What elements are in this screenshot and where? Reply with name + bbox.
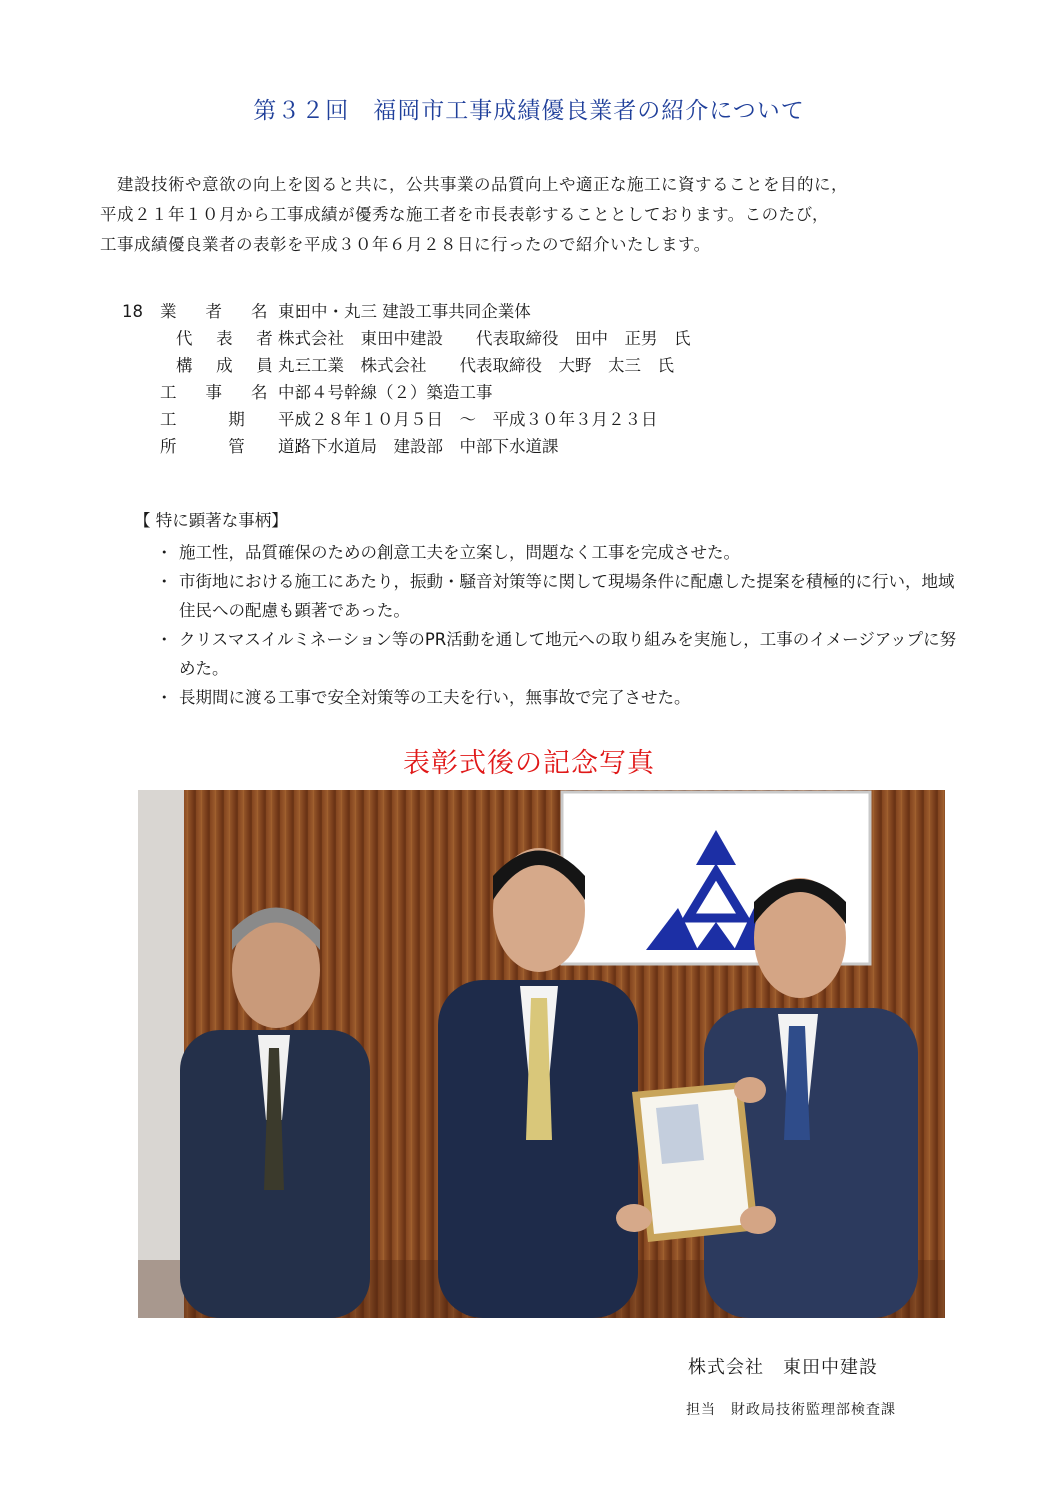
notable-item [134,625,969,683]
intro-line: 工事成績優良業者の表彰を平成３０年６月２８日に行ったので紹介いたします。 [100,235,711,254]
info-label: 所管: [160,437,302,456]
info-label: 業者名: [160,302,302,321]
info-label: 構成員: [176,356,302,375]
info-label: 工期: [160,410,302,429]
bullet: ・ [156,543,173,562]
intro-line: 建設技術や意欲の向上を図ると共に，公共事業の品質向上や適正な施工に資することを目的に， [100,175,848,194]
entry-number: 18 [122,302,143,321]
info-value: 中部４号幹線（２）築造工事 [278,383,493,402]
info-label: 工事名: [160,383,302,402]
photo-illustration [138,790,945,1318]
info-label: 代表者: [176,329,302,348]
bullet: ・ [156,572,173,591]
intro-line: 平成２１年１０月から工事成績が優秀な施工者を市長表彰することとしております。このたび， [100,205,830,224]
page-title: 第３２回 福岡市工事成績優良業者の紹介について [253,98,805,124]
notable-item [134,567,969,625]
info-value: 株式会社 東田中建設 代表取締役 田中 正男 氏 [278,329,691,348]
notable-text: クリスマスイルミネーション等のPR活動を通して地元への取り組みを実施し，工事のイメージアップに努めた。 [179,630,957,678]
wall-panel [138,790,184,1318]
company-name: 株式会社 東田中建設 [688,1357,878,1378]
notable-text: 施工性，品質確保のための創意工夫を立案し，問題なく工事を完成させた。 [179,543,740,562]
info-value: 道路下水道局 建設部 中部下水道課 [278,437,559,456]
info-value: 東田中・丸三 建設工事共同企業体 [278,302,531,321]
info-value: 丸三工業 株式会社 代表取締役 大野 太三 氏 [278,356,674,375]
bullet: ・ [156,688,173,707]
notable-text: 市街地における施工にあたり，振動・騒音対策等に関して現場条件に配慮した提案を積極的に行い，地域住民への配慮も顕著であった。 [179,572,955,620]
info-value: 平成２８年１０月５日 ～ 平成３０年３月２３日 [278,410,658,429]
notable-item [134,538,969,567]
department-credit: 担当 財政局技術監理部検査課 [686,1402,896,1418]
bullet: ・ [156,630,173,649]
notable-text: 長期間に渡る工事で安全対策等の工夫を行い，無事故で完了させた。 [179,688,691,707]
commemorative-photo [138,790,945,1318]
photo-caption: 表彰式後の記念写真 [403,748,655,779]
notable-list [134,538,969,712]
notable-section [134,506,969,712]
notable-heading: 【 特に顕著な事柄】 [134,511,288,530]
intro-paragraph [100,170,970,260]
notable-item [134,683,969,712]
